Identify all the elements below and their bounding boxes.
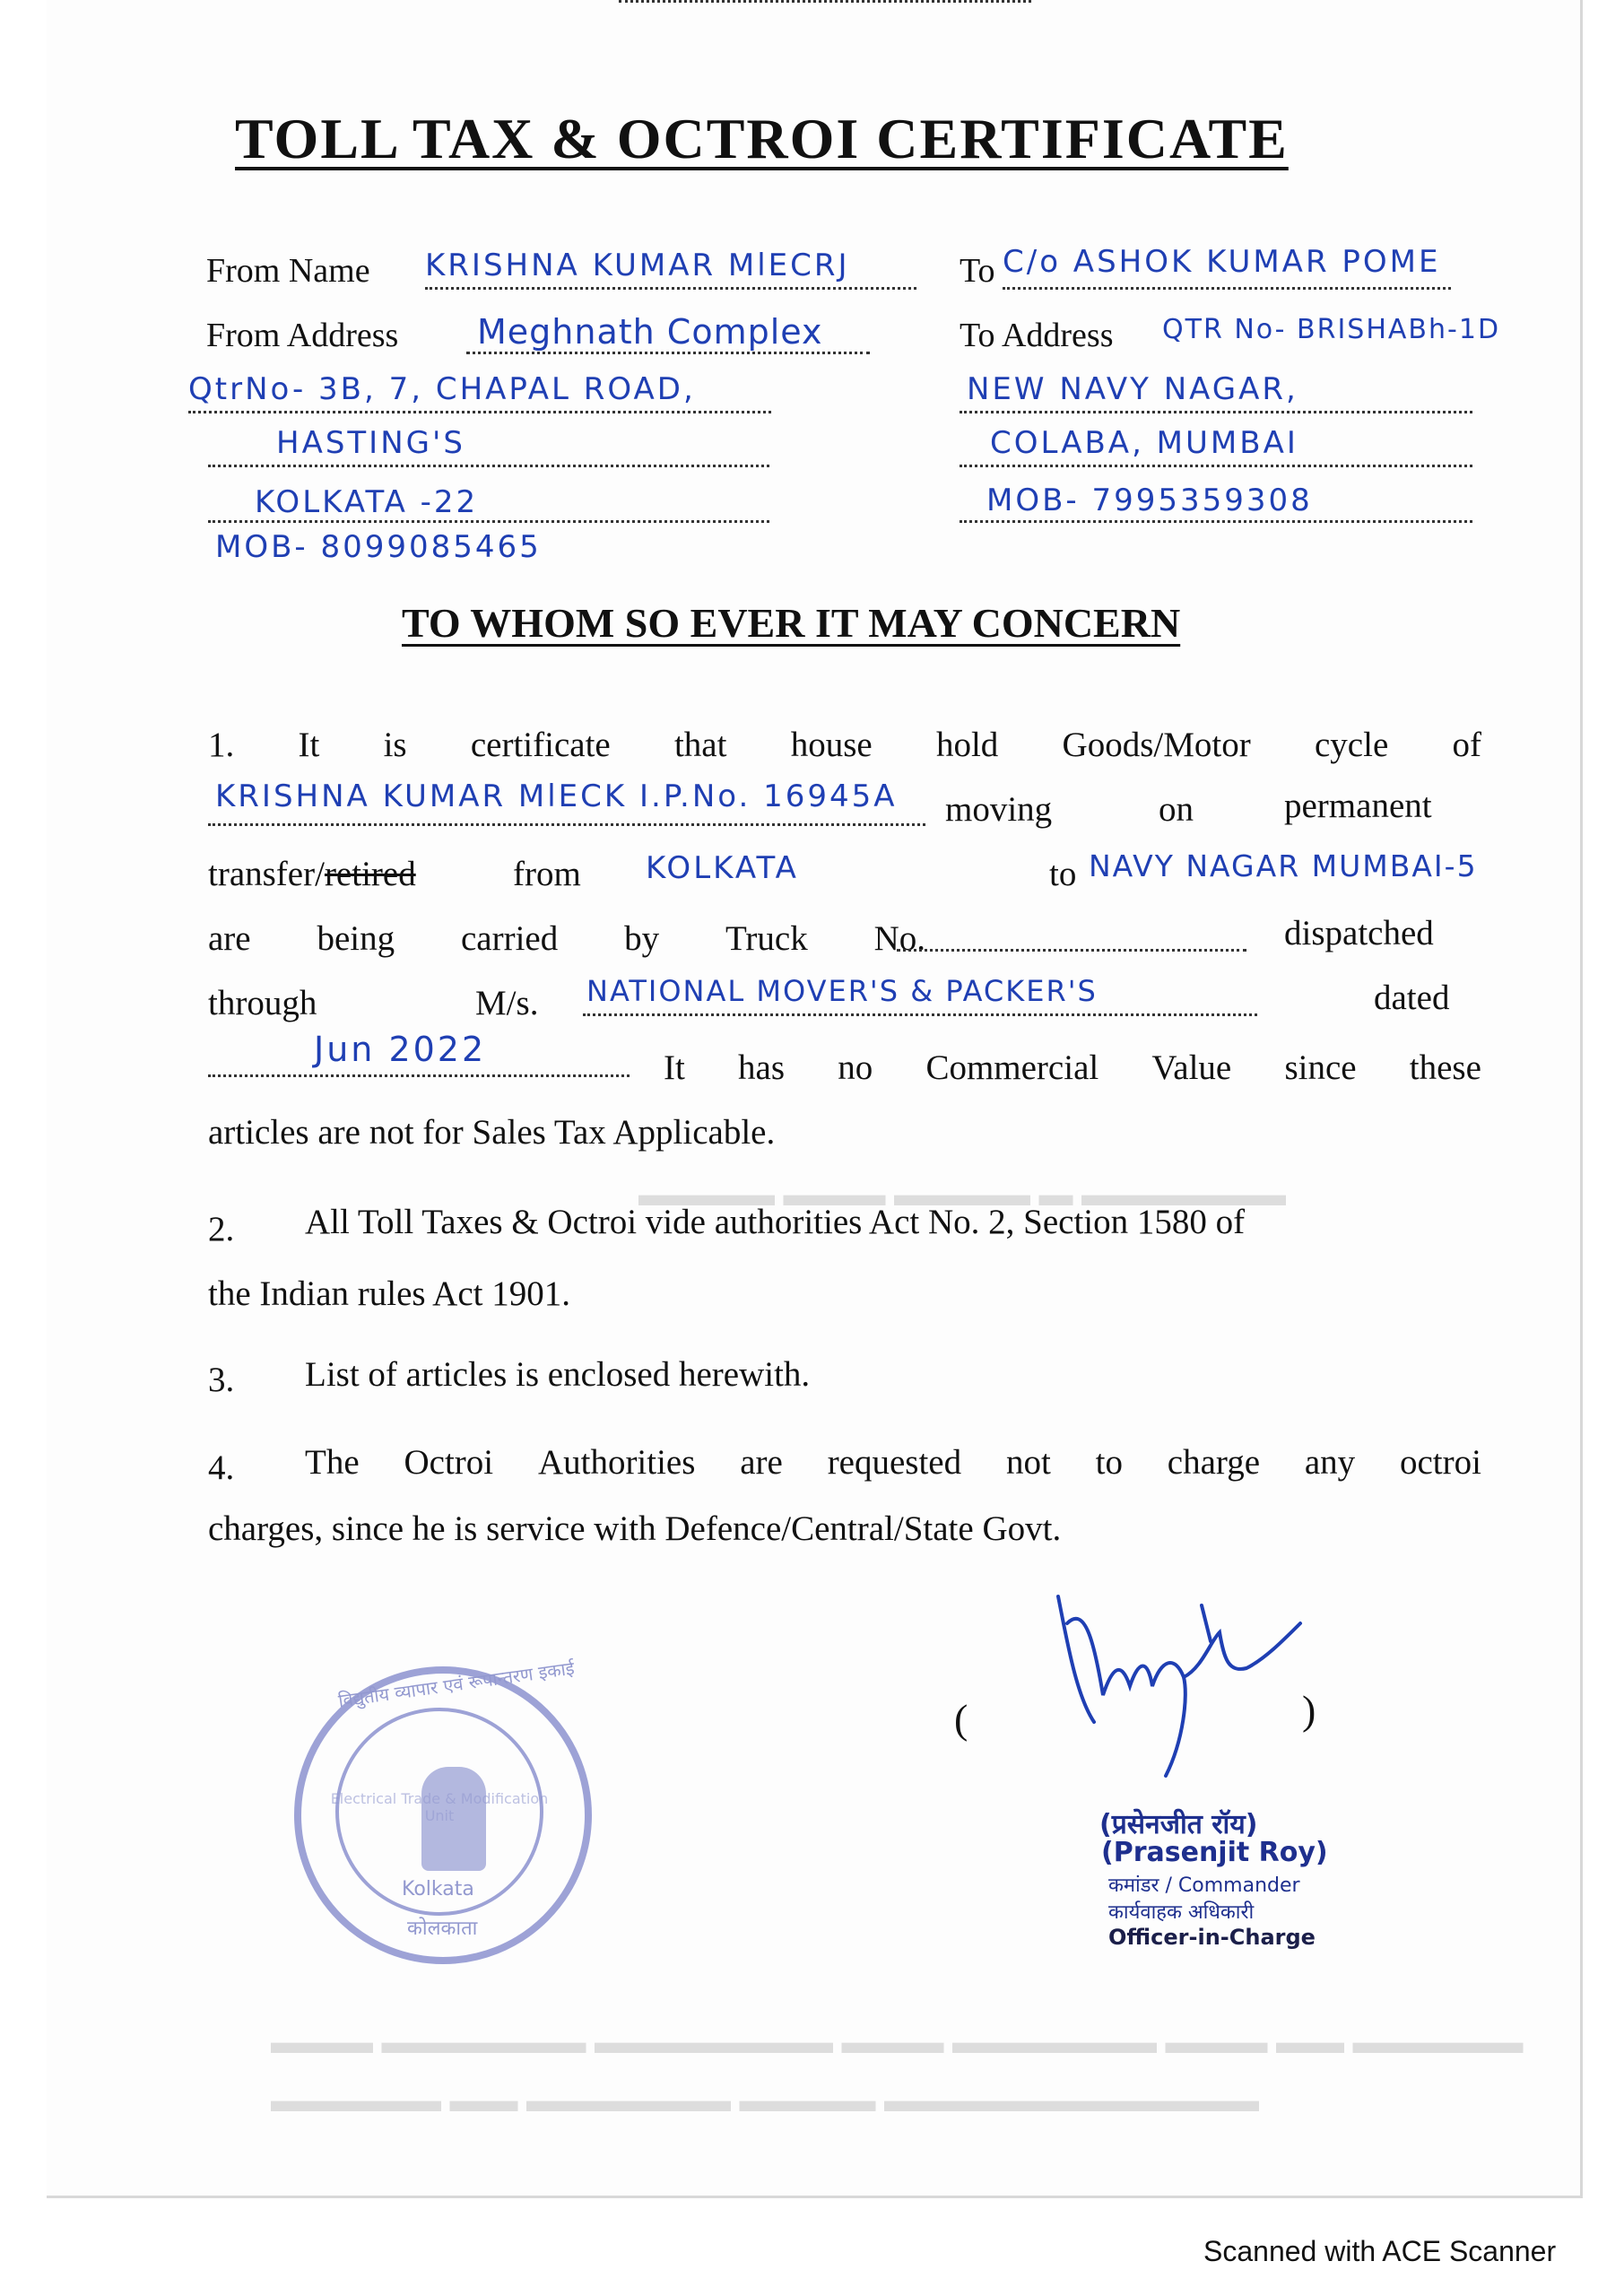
para1-from: from [513, 855, 581, 893]
para2-line1: All Toll Taxes & Octroi vide authorities Act No. 2, Section 1580 of [305, 1203, 1246, 1241]
dotted-line [208, 1074, 630, 1077]
para1-moving: moving [945, 790, 1053, 829]
stamp-role: Officer-in-Charge [1108, 1925, 1316, 1950]
para1-line4: are being carried by Truck No. [208, 919, 925, 958]
bleed-through-text: ▬▬▬▬ ▬▬▬ ▬▬▬▬ ▬ ▬▬▬▬▬▬ [638, 1176, 1286, 1213]
official-seal [294, 1657, 592, 1964]
para1-ms: M/s. [475, 984, 539, 1022]
bleed-through-text: ▬▬▬ ▬▬▬▬▬▬ ▬▬▬▬▬▬▬ ▬▬▬ ▬▬▬▬▬▬ ▬▬▬ ▬▬ ▬▬▬▬▬ [271, 2023, 1524, 2061]
para4-number: 4. [208, 1448, 235, 1487]
owner-handwriting: KRISHNA KUMAR MlECK I.P.No. 16945A [215, 778, 898, 814]
dotted-line [960, 465, 1472, 467]
scanner-watermark: Scanned with ACE Scanner [1203, 2235, 1557, 2267]
stamp-hindi-name: (प्रसेनजीत रॉय) [1099, 1809, 1258, 1840]
dotted-line [960, 520, 1472, 523]
to-address-line4: MOB- 7995359308 [986, 483, 1313, 518]
dotted-line [466, 352, 870, 354]
para1-line1: 1. It is certificate that house hold Goods/Motor cycle of [208, 726, 1481, 764]
dotted-line [208, 465, 769, 467]
to-city-handwriting: NAVY NAGAR MUMBAI-5 [1089, 848, 1478, 883]
para1-transfer: transfer/retired [208, 855, 416, 893]
to-address-line1: QTR No- BRISHABh-1D [1162, 314, 1501, 345]
dotted-line [1003, 287, 1451, 290]
from-address-line4: KOLKATA -22 [255, 484, 479, 520]
to-name-value: C/o ASHOK KUMAR POME [1003, 244, 1441, 280]
para4-line1: The Octroi Authorities are requested not to charge any octroi [305, 1443, 1481, 1482]
from-name-label: From Name [206, 252, 370, 290]
from-address-line2: QtrNo- 3B, 7, CHAPAL ROAD, [188, 371, 696, 407]
dotted-line [619, 0, 1031, 3]
concern-heading: TO WHOM SO EVER IT MAY CONCERN [402, 600, 1181, 646]
dotted-line [960, 411, 1472, 413]
to-address-line2: NEW NAVY NAGAR, [967, 371, 1298, 407]
para3-number: 3. [208, 1361, 235, 1399]
para1-through: through [208, 984, 317, 1022]
from-address-line1: Meghnath Complex [477, 312, 823, 352]
seal-inner-text: Electrical Trade & Modification Unit [330, 1790, 549, 1824]
retired-struck: retired [324, 855, 416, 893]
para2-number: 2. [208, 1210, 235, 1248]
para1-line6: It has no Commercial Value since these [664, 1048, 1481, 1087]
para1-number: 1. [208, 726, 235, 764]
handwritten-signature [1031, 1570, 1318, 1803]
bleed-through-text: ▬▬▬▬▬ ▬▬ ▬▬▬▬▬▬ ▬▬▬▬ ▬▬▬▬▬▬▬▬▬▬▬ [271, 2082, 1259, 2119]
dotted-line [583, 1013, 1257, 1016]
to-address-label: To Address [960, 317, 1114, 354]
certificate-title: TOLL TAX & OCTROI CERTIFICATE [235, 107, 1289, 170]
stamp-role-hindi: कार्यवाहक अधिकारी [1108, 1901, 1255, 1924]
from-city-handwriting: KOLKATA [646, 850, 799, 886]
movers-handwriting: NATIONAL MOVER'S & PACKER'S [586, 974, 1098, 1008]
para2-line2: the Indian rules Act 1901. [208, 1274, 570, 1313]
to-name-label: To [960, 252, 995, 290]
dotted-line [188, 411, 771, 413]
para1-to: to [1049, 855, 1077, 893]
seal-city: Kolkata [402, 1878, 474, 1900]
truck-number-blank [897, 949, 1246, 952]
signature-open-paren: ( [954, 1696, 968, 1742]
dotted-line [425, 287, 916, 290]
para1-last-line: articles are not for Sales Tax Applicable. [208, 1113, 776, 1152]
from-address-line3: HASTING'S [276, 425, 465, 461]
para1-dispatched: dispatched [1284, 914, 1434, 952]
to-address-line3: COLABA, MUMBAI [990, 425, 1298, 461]
stamp-name: (Prasenjit Roy) [1101, 1837, 1328, 1868]
dotted-line [208, 823, 925, 826]
seal-city-hindi: कोलकाता [407, 1918, 478, 1940]
from-address-label: From Address [206, 317, 399, 354]
stamp-rank: कमांडर / Commander [1108, 1874, 1300, 1897]
para4-line2: charges, since he is service with Defence/Central/State Govt. [208, 1509, 1062, 1548]
para3-line1: List of articles is enclosed herewith. [305, 1355, 811, 1394]
from-mobile: MOB- 8099085465 [215, 529, 542, 565]
date-handwriting: Jun 2022 [314, 1030, 487, 1069]
para1-dated: dated [1374, 978, 1450, 1017]
from-name-value: KRISHNA KUMAR MlECRJ [425, 248, 850, 283]
para1-on: on [1159, 790, 1194, 829]
dotted-line [208, 520, 769, 523]
signature-close-paren: ) [1302, 1687, 1316, 1733]
para1-permanent: permanent [1284, 787, 1432, 825]
seal-outer-text: विद्युतीय व्यापार एवं रूपान्तरण इकाई [336, 1657, 576, 1712]
